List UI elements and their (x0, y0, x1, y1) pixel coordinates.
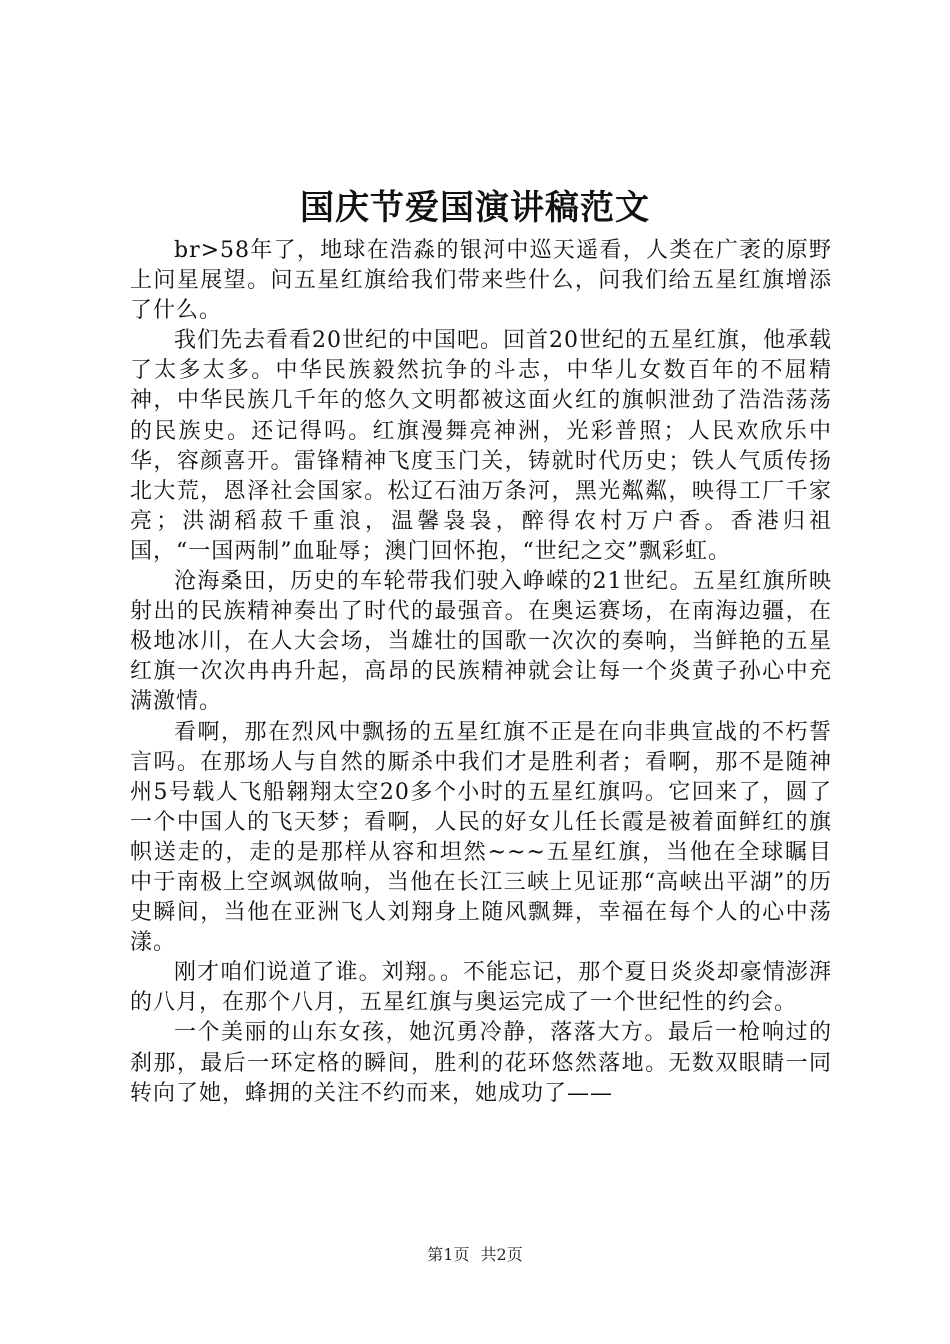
paragraph: 刚才咱们说道了谁。刘翔。。不能忘记，那个夏日炎炎却豪情澎湃的八月，在那个八月，五星红旗与奥运完成了一个世纪性的约会。 (130, 960, 832, 1016)
paragraph: 沧海桑田，历史的车轮带我们驶入峥嵘的21世纪。五星红旗所映射出的民族精神奏出了时代的最强音。在奥运赛场，在南海边疆，在极地冰川，在人大会场，当雄壮的国歌一次次的奏响，当鲜艳的五星红旗一次次冉冉升起，高昂的民族精神就会让每一个炎黄子孙心中充满激情。 (130, 569, 832, 715)
paragraph: 看啊，那在烈风中飘扬的五星红旗不正是在向非典宣战的不朽誓言吗。在那场人与自然的厮杀中我们才是胜利者；看啊，那不是随神州5号载人飞船翱翔太空20多个小时的五星红旗吗。它回来了，圆了一个中国人的飞天梦；看啊，人民的好女儿任长霞是被着面鲜红的旗帜送走的，走的是那样从容和坦然~~~五星红旗，当他在全球瞩目中于南极上空飒飒做响，当他在长江三峡上见证那“高峡出平湖”的历史瞬间，当他在亚洲飞人刘翔身上随风飘舞，幸福在每个人的心中荡漾。 (130, 719, 832, 956)
paragraph: br>58年了，地球在浩淼的银河中巡天遥看，人类在广袤的原野上问星展望。问五星红旗给我们带来些什么，问我们给五星红旗增添了什么。 (130, 238, 832, 324)
page-count: 共2页 (480, 1245, 523, 1264)
document-body (130, 236, 832, 1109)
page-number: 第1页 (427, 1245, 470, 1264)
paragraph: 我们先去看看20世纪的中国吧。回首20世纪的五星红旗，他承载了太多太多。中华民族毅然抗争的斗志，中华儿女数百年的不屈精神，中华民族几千年的悠久文明都被这面火红的旗帜泄劲了浩浩荡荡的民族史。还记得吗。红旗漫舞亮神洲，光彩普照；人民欢欣乐中华，容颜喜开。雷锋精神飞度玉门关，铸就时代历史；铁人气质传扬北大荒，恩泽社会国家。松辽石油万条河，黑光粼粼，映得工厂千家亮；洪湖稻菽千重浪，温馨袅袅，醉得农村万户香。香港归祖国，“一国两制”血耻辱；澳门回怀抱，“世纪之交”飘彩虹。 (130, 328, 832, 564)
paragraph: 一个美丽的山东女孩，她沉勇冷静，落落大方。最后一枪响过的刹那，最后一环定格的瞬间，胜利的花环悠然落地。无数双眼睛一同转向了她，蜂拥的关注不约而来，她成功了—— (130, 1020, 832, 1106)
page-footer (0, 1244, 950, 1266)
document-title: 国庆节爱国演讲稿范文 (300, 188, 650, 228)
